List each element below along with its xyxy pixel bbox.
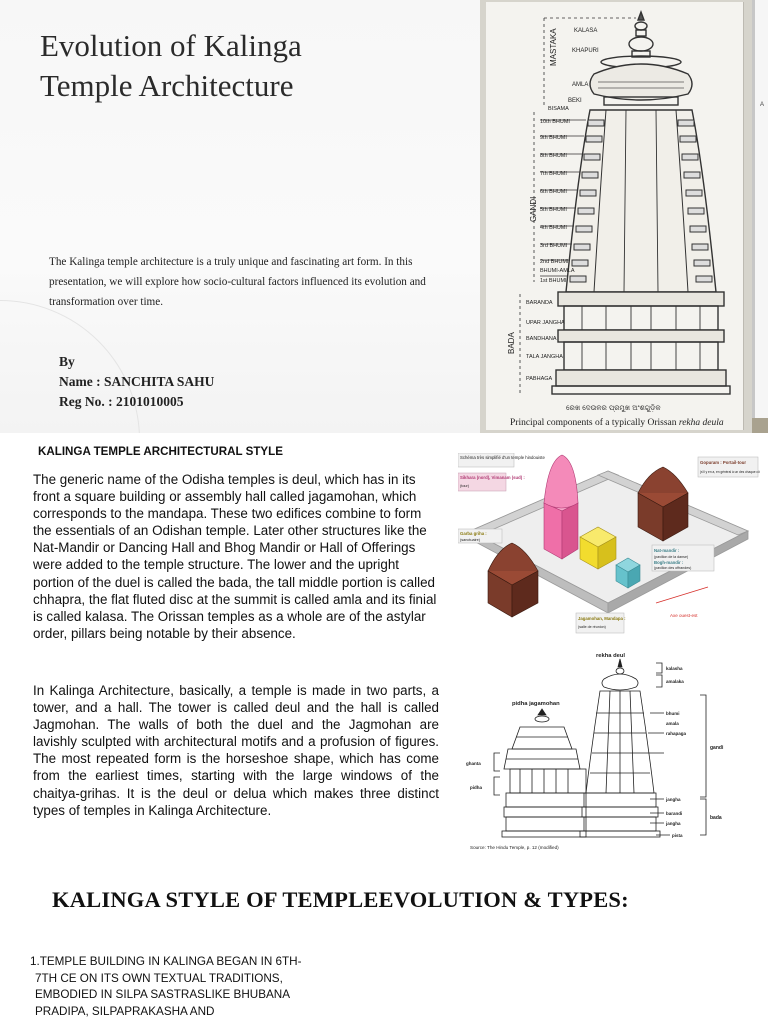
caption-italic: rekha deula: [678, 418, 724, 428]
label-mastaka: MASTAKA: [549, 28, 558, 66]
label-natmandir: Nat-mandir :: [654, 548, 680, 553]
label-natmandir-sub: (pavillon de la danse): [654, 555, 689, 559]
caption-text: Principal components of a typically Orissan: [510, 418, 677, 428]
slide-title: [40, 26, 460, 106]
evolution-types-slide: [0, 865, 768, 1024]
label-kalasa: KALASA: [574, 28, 598, 34]
label-beki: BEKI: [568, 98, 582, 104]
rekha-deula-drawing: [486, 2, 744, 430]
by-label: By: [59, 354, 75, 369]
label-bhumi-6: 6th BHUMI: [540, 189, 567, 195]
label-bhumi-10: 10th BHUMI: [540, 119, 570, 125]
caption-english: [510, 417, 724, 428]
rekha-deul-elevation-drawing: [460, 653, 760, 853]
label-bada: BADA: [507, 332, 516, 354]
label-bhumi-4: 4th BHUMI: [540, 225, 567, 231]
label-pidha: pidha: [470, 785, 482, 790]
caption-odia: ରେଖ ଦେଉଳର ପ୍ରମୁଖ ଅଂଶଗୁଡ଼ିକ: [566, 404, 661, 412]
label-jagamohan: Jagamohan, Mandapa :: [578, 616, 626, 621]
label-schema: Schéma très simplifié d'un temple hindouiste: [460, 455, 545, 460]
label-ghanta: ghanta: [466, 761, 481, 766]
label-sikhara: Sikhara (nord), Vimanam (sud) :: [460, 475, 525, 480]
rekha-deula-components-diagram: [480, 0, 752, 433]
point-1-line-4: PRADIPA, SILPAPRAKASHA AND: [35, 1004, 215, 1018]
diagram-board: [486, 2, 744, 430]
label-upar-jangha: UPAR JANGHA: [526, 320, 565, 326]
label-pabhaga: PABHAGA: [526, 376, 553, 382]
paragraph-deul: The generic name of the Odisha temples is deul, which has in its front a square building or assembly hall called jagamohan, which corresponds to the mandapa. These two edifices combine to form the essentials of an Odishan temple. Later other structures like the Nat-Mandir or Dancing Hall and Bhog Mandir or Hall of Offerings were added to the temple structure. The lower and the upright portion of the duel is called the bada, the tall middle portion is called chhapra, the flat fluted disc at the summit is called amla and its finial is called kalasa. The Orissan temples as a whole are of the astylar order, pillars being notable by their absence.: [33, 472, 437, 641]
label-bisama: BISAMA: [548, 106, 569, 112]
label-jangha-lower: jangha: [666, 821, 681, 826]
label-axis: Axe ouest-est: [670, 613, 698, 618]
label-bada: bada: [710, 815, 722, 821]
next-slide-edge-panel: [755, 0, 768, 433]
title-line-2: Temple Architecture: [40, 68, 294, 103]
label-bhumi-amla: BHUMI-AMLA: [540, 268, 575, 274]
next-slide-edge: [752, 0, 768, 433]
title-line-1: Evolution of Kalinga: [40, 28, 302, 63]
point-1: [30, 954, 360, 1020]
label-bogh-sub: (pavillon des offrandes): [654, 566, 692, 570]
label-gopuram-sub: (s'il y en a, en général à un des chaque côté): [700, 470, 760, 474]
label-pidha-jagamohan: pidha jagamohan: [512, 701, 560, 707]
label-bhumi-9: 9th BHUMI: [540, 135, 567, 141]
label-jagamohan-sub: (salle de réunion): [578, 625, 606, 629]
label-bhumi-2: 2nd BHUMI: [540, 259, 569, 265]
label-bandhana: BANDHANA: [526, 336, 557, 342]
label-bhumi-8: 8th BHUMI: [540, 153, 567, 159]
label-bhumi: bhumi: [666, 711, 680, 716]
label-bhumi-3: 3rd BHUMI: [540, 243, 568, 249]
label-amala: amala: [666, 721, 679, 726]
intro-paragraph: The Kalinga temple architecture is a truly unique and fascinating art form. In this presentation, we will explore how socio-cultural factors influenced its evolution and transformation over time.: [49, 256, 426, 308]
paragraph-two-parts: In Kalinga Architecture, basically, a temple is made in two parts, a tower, and a hall. The tower is called deul and the hall is called Jagmohan. The walls of both the duel and the Jagmohan are lavishly sculpted with architectural motifs and a profusion of figures. The most repeated form is the horseshoe shape, which has come from the earliest times, starting with the large windows of the chaitya-grihas. It is the deul or delua which makes three distinct types of temples in Kalinga Architecture.: [33, 683, 439, 818]
label-garba: Garba griha :: [460, 531, 487, 536]
label-kalasha: kalasha: [666, 666, 683, 671]
rekha-deul-elevation-diagram: [460, 653, 760, 853]
label-bhumi-7: 7th BHUMI: [540, 171, 567, 177]
architectural-style-slide: [0, 433, 768, 865]
point-1-line-1: 1.TEMPLE BUILDING IN KALINGA BEGAN IN 6TH-: [30, 955, 302, 968]
label-bhumi-1: 1st BHUMI: [540, 278, 567, 284]
label-pista: pista: [672, 833, 683, 838]
label-amalaka: amalaka: [666, 679, 684, 684]
temple-plan-diagram: [458, 453, 760, 641]
label-bhumi-5: 5th BHUMI: [540, 207, 567, 213]
label-gandi: gandi: [710, 745, 724, 751]
label-gandi: GANDI: [529, 196, 538, 222]
next-slide-edge-footer: [752, 418, 768, 433]
label-rekha-deul: rekha deul: [596, 653, 625, 659]
temple-plan-drawing: [458, 453, 760, 641]
point-1-line-2: 7TH CE ON ITS OWN TEXTUAL TRADITIONS,: [35, 971, 283, 985]
next-slide-edge-letter: A: [760, 102, 765, 108]
diagram-source: Source: The Hindu Temple, p. 12 (modified): [470, 845, 559, 850]
label-barandi: barandi: [666, 811, 683, 816]
slide-heading: KALINGA STYLE OF TEMPLEEVOLUTION & TYPES:: [52, 887, 629, 912]
label-jangha-upper: jangha: [666, 797, 681, 802]
author-block: [59, 352, 214, 412]
label-amla: AMLA: [572, 82, 589, 88]
label-sikhara-sub: (tour): [460, 484, 470, 488]
author-name: Name : SANCHITA SAHU: [59, 374, 215, 389]
label-gopuram: Gopuram : Portail-tour: [700, 460, 747, 465]
label-tala-jangha: TALA JANGHA: [526, 354, 563, 360]
slide-heading: KALINGA TEMPLE ARCHITECTURAL STYLE: [38, 445, 283, 458]
label-rahapaga: rahapaga: [666, 731, 687, 736]
title-slide: [0, 0, 768, 433]
label-khapuri: KHAPURI: [572, 48, 599, 54]
point-1-line-3: EMBODIED IN SILPA SASTRASLIKE BHUBANA: [35, 988, 291, 1001]
registration-number: Reg No. : 2101010005: [59, 394, 184, 409]
label-garba-sub: (sanctuaire): [460, 538, 481, 542]
label-bogh: Bogh-mandir :: [654, 560, 684, 565]
label-baranda: BARANDA: [526, 300, 553, 306]
